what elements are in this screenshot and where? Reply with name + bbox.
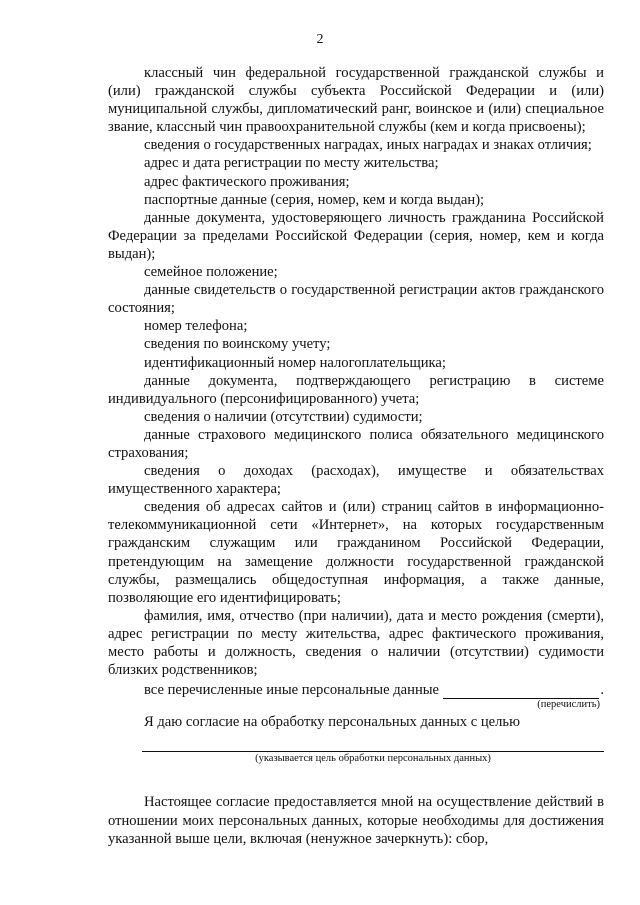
- paragraph-awards: сведения о государственных наградах, иных наградах и знаках отличия;: [144, 137, 592, 154]
- paragraph-foreign-passport: данные документа, удостоверяющего личность гражданина Российской Федерации за пределами Российской Федерации (серия, номер, кем и когда выдан);: [108, 209, 604, 262]
- paragraph-actual-address: адрес фактического проживания;: [144, 173, 350, 190]
- consent-purpose-hint: (указывается цель обработки персональных данных): [255, 753, 491, 765]
- paragraph-websites: сведения об адресах сайтов и (или) страниц сайтов в информационно-телекоммуникационной сети «Интернет», на которых государственным гражданским служащим или гражданином Российской Федерации, претендующим на замещение должности государственной гражданской службы, размещались общедоступная информация, а также данные, позволяющие его идентифицировать;: [108, 499, 604, 606]
- paragraph-passport: паспортные данные (серия, номер, кем и когда выдан);: [144, 191, 485, 208]
- paragraph-snils: данные документа, подтверждающего регистрацию в системе индивидуального (персонифицированного) учета;: [108, 372, 604, 407]
- paragraph-relatives: фамилия, имя, отчество (при наличии), дата и место рождения (смерти), адрес регистрации по месту жительства, адрес фактического проживания, место работы и должность, сведения о наличии (отсутствии) судимости близких родственников;: [108, 607, 604, 679]
- page-number: 2: [316, 32, 324, 47]
- paragraph-phone: номер телефона;: [144, 318, 248, 335]
- other-data-end: .: [600, 682, 604, 699]
- paragraph-insurance: данные страхового медицинского полиса обязательного медицинского страхования;: [108, 426, 604, 461]
- paragraph-civil-certificates: данные свидетельств о государственной регистрации актов гражданского состояния;: [108, 282, 604, 317]
- paragraph-inn: идентификационный номер налогоплательщика;: [144, 354, 446, 371]
- other-data-blank[interactable]: [443, 684, 599, 699]
- consent-statement: Я даю согласие на обработку персональных данных с целью: [144, 714, 520, 731]
- final-paragraph: Настоящее согласие предоставляется мной на осуществление действий в отношении моих персональных данных, которые необходимы для достижения указанной выше цели, включая (ненужное зачеркнуть): сбор,: [108, 794, 604, 848]
- paragraph-income: сведения о доходах (расходах), имуществе и обязательствах имущественного характера;: [108, 463, 604, 498]
- paragraph-rank: классный чин федеральной государственной гражданской службы и (или) гражданской службы субъекта Российской Федерации и (или) муниципальной службы, дипломатический ранг, воинское и (или) специальное звание, классный чин правоохранительной службы (кем и когда присвоены);: [108, 65, 604, 136]
- other-data-line: [108, 681, 604, 699]
- other-data-hint: (перечислить): [537, 699, 600, 711]
- paragraph-military: сведения по воинскому учету;: [144, 336, 331, 353]
- document-body: [108, 64, 604, 849]
- other-data-label: все перечисленные иные персональные данные: [144, 682, 440, 699]
- paragraph-registration-address: адрес и дата регистрации по месту жительства;: [144, 155, 439, 172]
- paragraph-criminal-record: сведения о наличии (отсутствии) судимости;: [144, 408, 423, 425]
- paragraph-marital-status: семейное положение;: [144, 264, 278, 281]
- consent-purpose-blank[interactable]: [142, 751, 604, 752]
